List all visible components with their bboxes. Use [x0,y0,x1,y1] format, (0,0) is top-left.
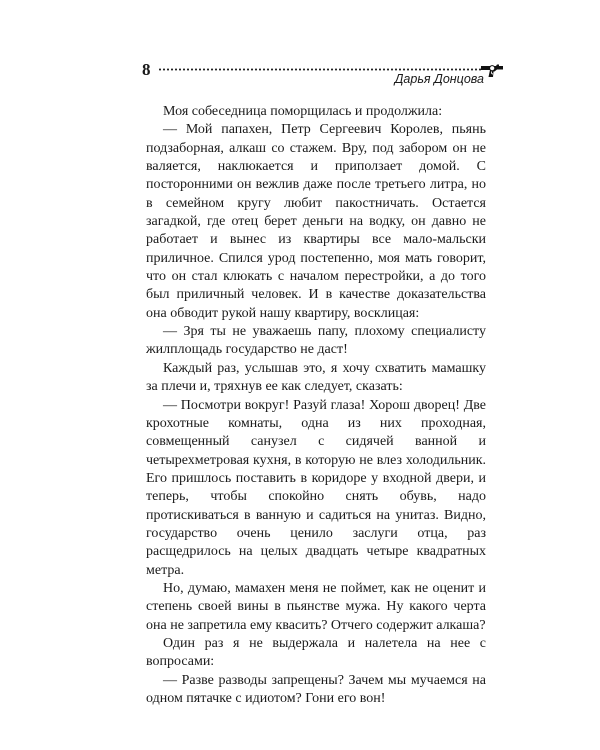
running-head-author: Дарья Донцова [394,72,484,86]
paragraph: Но, думаю, мамахен меня не поймет, как не оценит и степень своей вины в пьянстве мужа. Ну какого черта она не запретила ему квасить? Отчего содержит алкаша? [146,580,486,633]
dotted-leader [158,68,483,71]
paragraph: Моя собеседница поморщилась и продолжила: [163,104,443,119]
page-number: 8 [142,60,151,79]
paragraph: — Разве разводы запрещены? Зачем мы мучаемся на одном пятачке с идиотом? Гони его вон! [146,672,486,706]
paragraph: Каждый раз, услышав это, я хочу схватить мамашку за плечи и, тряхнув ее как следует, сказать: [146,360,486,395]
paragraph: Один раз я не выдержала и налетела на нее с вопросами: [146,635,486,670]
revolver-icon [480,63,504,79]
paragraph: — Посмотри вокруг! Разуй глаза! Хорош дворец! Две крохотные комнаты, одна из них проходная, совмещенный санузел с сидячей ванной и четырехметровая кухня, в которую не влез холодильник. Его пришлось поставить в коридоре у входной двери, и теперь, чтобы спокойно снять обувь, надо протискиваться в ванную и садиться на унитаз. Видно, государство очень ценило заслуги отца, раз расщедрилось на целых двадцать четыре квадратных метра. [146,397,486,578]
paragraph: — Мой папахен, Петр Сергеевич Королев, пьянь подзаборная, алкаш со стажем. Вру, под забором он не валяется, наклюкается и приползает домой. С посторонними он вежлив даже после третьего литра, но в семейном кругу любит пакостничать. Остается загадкой, где отец берет деньги на водку, он давно не работает и вынес из квартиры все мало-мальски приличное. Спился урод постепенно, моя мать говорит, что он стал клюкать с началом перестройки, а до того был приличный человек. И в качестве доказательства она обводит рукой нашу квартиру, восклицая: [146,122,486,321]
page-header [142,58,504,88]
paragraph: — Зря ты не уважаешь папу, плохому специалисту жилплощадь государство не даст! [146,324,486,358]
text-body [146,103,486,708]
